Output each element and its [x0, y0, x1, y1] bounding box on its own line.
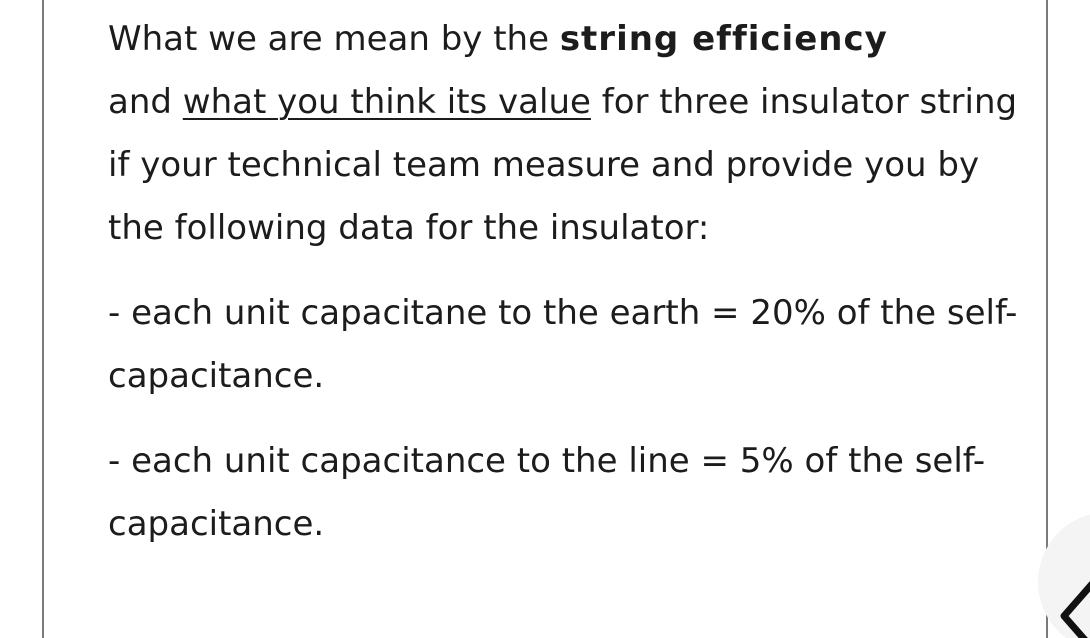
- question-and: and: [108, 82, 183, 122]
- question-rest: for three insulator string if your technical team measure and provide you by the following data for the insulator:: [108, 82, 1018, 248]
- question-text: [108, 8, 1028, 556]
- question-paragraph-1: [108, 8, 1028, 260]
- earth-capacitance-item: - each unit capacitane to the earth = 20% of the self-capacitance.: [108, 293, 1018, 396]
- string-efficiency-term: string efficiency: [559, 19, 888, 59]
- line-capacitance-item: - each unit capacitance to the line = 5% of the self-capacitance.: [108, 441, 986, 544]
- underlined-phrase: what you think its value: [182, 82, 591, 122]
- question-intro: What we are mean by the: [108, 19, 560, 59]
- right-border: [1046, 0, 1048, 638]
- left-border: [42, 0, 44, 638]
